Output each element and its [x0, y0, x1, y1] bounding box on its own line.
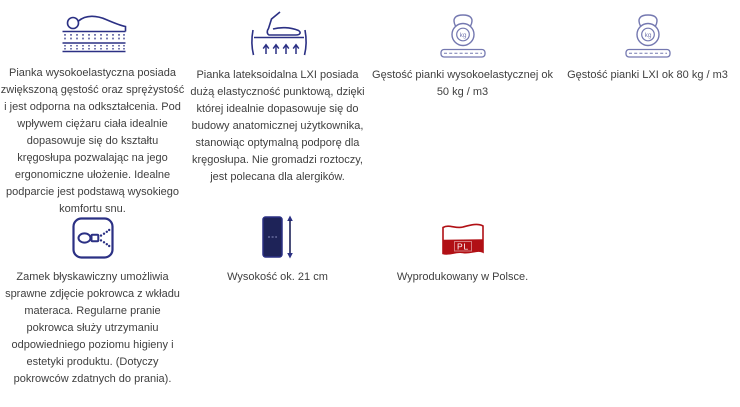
feature-text: Gęstość pianki wysokoelastycznej ok 50 kg / m3 [372, 69, 553, 98]
person-on-mattress-icon [53, 12, 133, 56]
mattress-height-icon [259, 212, 297, 260]
feature-text: Gęstość pianki LXI ok 80 kg / m3 [567, 69, 728, 81]
feature-card-latex-foam [185, 12, 370, 212]
point-elasticity-icon [240, 12, 316, 58]
feature-text: Wyprodukowany w Polsce. [396, 271, 529, 283]
feature-card-made-in-poland [370, 212, 555, 388]
feature-card-zipper [0, 212, 185, 388]
kettlebell-icon [435, 12, 491, 58]
feature-text: Wysokość ok. 21 cm [227, 271, 328, 283]
feature-card-high-elastic-foam [0, 12, 185, 215]
kg-label: kg [644, 32, 651, 39]
feature-card-height [185, 212, 370, 388]
feature-card-density-he [370, 12, 555, 212]
poland-flag-icon [440, 212, 486, 260]
kg-label: kg [459, 32, 466, 39]
kettlebell-icon [620, 12, 676, 58]
zipper-icon [71, 212, 115, 260]
empty-cell [555, 212, 740, 388]
feature-text: Zamek błyskawiczny umożliwia sprawne zdjęcie pokrowca z wkładu materaca. Regularne pranie pokrowca służy utrzymaniu odpowiedniego poziomu higieny i estetyki produktu. (Dotyczy pokrowców zdatnych do prania). [5, 271, 180, 385]
feature-text: Pianka wysokoelastyczna posiada zwiększoną gęstość oraz sprężystość i jest odporna na odkształcenia. Pod wpływem ciężaru ciała idealnie dopasowuje się do kształtu kręgosłupa pozwalając na jego ergonomiczne ułożenie. Idealne podparcie jest podstawą wysokiego komfortu snu. [0, 67, 185, 215]
pl-label: PL [456, 241, 469, 252]
feature-card-density-lxi [555, 12, 740, 212]
feature-text: Pianka lateksoidalna LXI posiada dużą elastyczność punktową, dzięki której idealnie dopasowuje się do budowy anatomicznej użytkownika, stanowiąc optymalną podporę dla kręgosłupa. Nie gromadzi roztoczy, jest polecana dla alergików. [190, 69, 365, 183]
